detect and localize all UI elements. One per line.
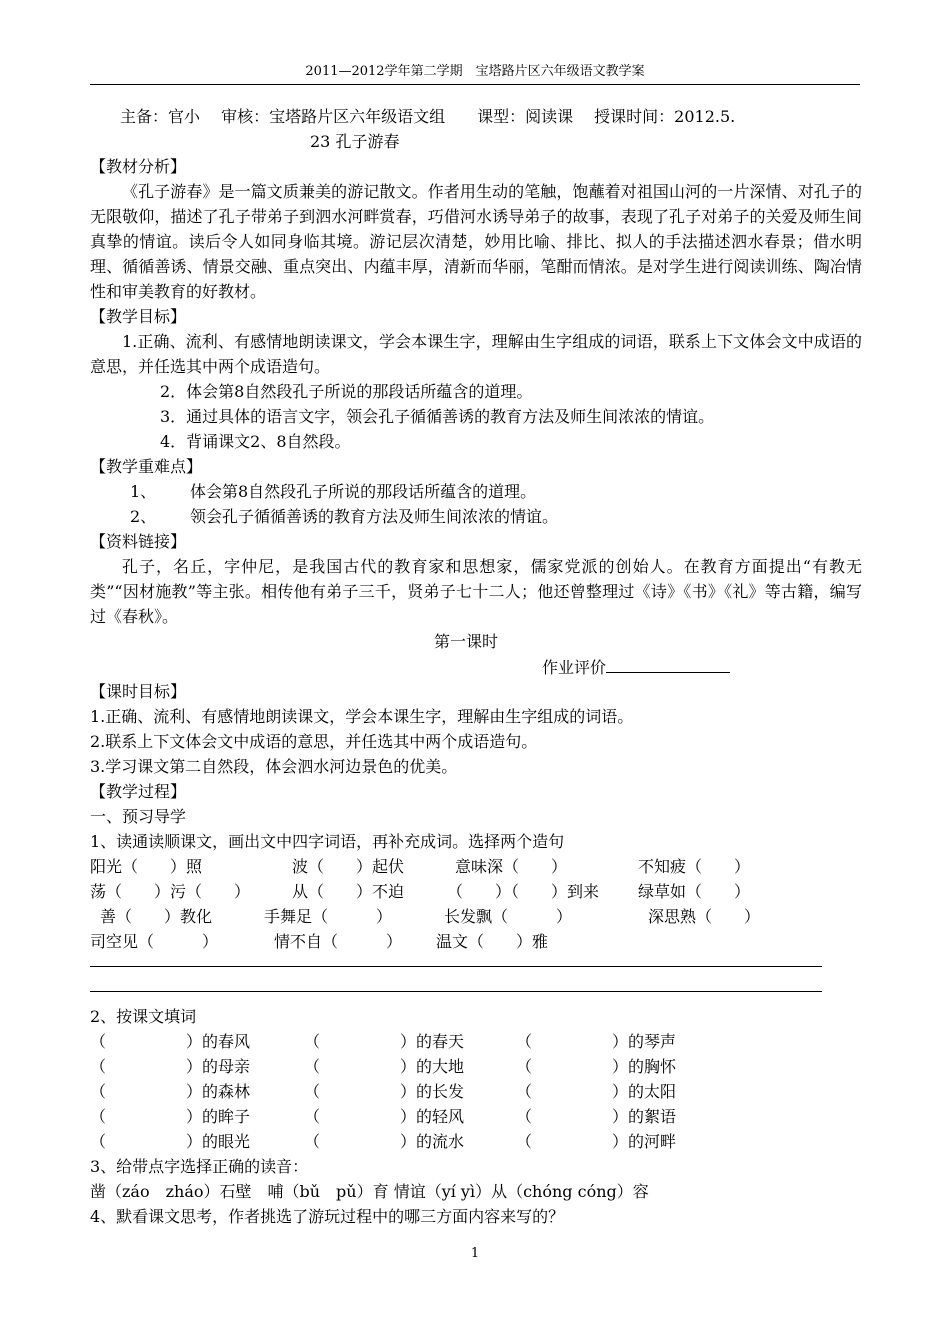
goal-item-3: 3．通过具体的语言文字，领会孔子循循善诱的教育方法及师生间浓浓的情谊。: [160, 407, 715, 426]
fill-item[interactable]: （ ）的胸怀: [516, 1057, 677, 1076]
resources-text: 孔子，名丘，字仲尼，是我国古代的教育家和思想家，儒家党派的创始人。在教育方面提出“有教无类”“因材施教”等主张。相传他有弟子三千，贤弟子七十二人；他还曾整理过《诗》《书》《礼》等古籍，编写过《春秋》。: [90, 557, 862, 626]
idiom-item[interactable]: 司空见（ ）: [90, 932, 219, 951]
lesson-goal-1: 1.正确、流利、有感情地朗读课文，学会本课生字，理解由生字组成的词语。: [90, 707, 634, 726]
fill-row-2: [90, 1054, 862, 1079]
fill-row-4: [90, 1104, 862, 1129]
page-header: 2011—2012学年第二学期 宝塔路片区六年级语文教学案: [305, 64, 645, 79]
idiom-item[interactable]: 从（ ）不迫: [292, 882, 405, 901]
question-4: 4、默看课文思考，作者挑选了游玩过程中的哪三方面内容来写的？: [90, 1207, 565, 1226]
question-1: 1、读通读顺课文，画出文中四字词语，再补充成词。选择两个造句: [90, 832, 565, 851]
fill-item[interactable]: （ ）的太阳: [516, 1082, 677, 1101]
goals-heading: 【教学目标】: [90, 307, 187, 326]
idiom-item[interactable]: 波（ ）起伏: [292, 857, 405, 876]
fill-item[interactable]: （ ）的长发: [304, 1082, 465, 1101]
fill-item[interactable]: （ ）的眸子: [90, 1107, 251, 1126]
idiom-item[interactable]: 温文（ ）雅: [436, 932, 549, 951]
difficulty-item-2-number: 2、: [130, 507, 157, 526]
answer-line-2[interactable]: [90, 979, 822, 992]
answer-line-1[interactable]: [90, 954, 822, 967]
idiom-item[interactable]: 不知疲（ ）: [638, 857, 751, 876]
fill-item[interactable]: （ ）的春天: [304, 1032, 465, 1051]
difficulty-item-1-number: 1、: [130, 482, 157, 501]
lesson-title: 23 孔子游春: [310, 132, 400, 151]
difficulty-item-2: [90, 504, 862, 529]
fill-item[interactable]: （ ）的絮语: [516, 1107, 677, 1126]
difficulty-heading: 【教学重难点】: [90, 457, 203, 476]
question-3-options: 凿（záo zháo）石壁 哺（bǔ pǔ）育 情谊（yí yì）从（chóng cóng）容: [90, 1182, 649, 1201]
idiom-item[interactable]: 意味深（ ）: [455, 857, 568, 876]
fill-item[interactable]: （ ）的森林: [90, 1082, 251, 1101]
analysis-text: 《孔子游春》是一篇文质兼美的游记散文。作者用生动的笔触，饱蘸着对祖国山河的一片深情、对孔子的无限敬仰，描述了孔子带弟子到泗水河畔赏春，巧借河水诱导弟子的故事，表现了孔子对弟子的关爱及师生间真挚的情谊。读后令人如同身临其境。游记层次清楚，妙用比喻、排比、拟人的手法描述泗水春景；借水明理、循循善诱、情景交融、重点突出、内蕴丰厚，清新而华丽，笔酣而情浓。是对学生进行阅读训练、陶冶情性和审美教育的好教材。: [90, 182, 862, 301]
idiom-row-2: [90, 879, 862, 904]
header-rule: [90, 84, 860, 85]
idiom-item[interactable]: 阳光（ ）照: [90, 857, 203, 876]
fill-item[interactable]: （ ）的琴声: [516, 1032, 677, 1051]
idiom-item[interactable]: 手舞足（ ）: [264, 907, 393, 926]
fill-item[interactable]: （ ）的母亲: [90, 1057, 251, 1076]
page-number: 1: [470, 1246, 480, 1261]
lesson-goal-2: 2.联系上下文体会文中成语的意思，并任选其中两个成语造句。: [90, 732, 538, 751]
resources-heading: 【资料链接】: [90, 532, 187, 551]
question-2: 2、按课文填词: [90, 1007, 197, 1026]
difficulty-item-2-text: 领会孔子循循善诱的教育方法及师生间浓浓的情谊。: [190, 507, 559, 526]
goal-item-1: 1.正确、流利、有感情地朗读课文，学会本课生字，理解由生字组成的词语，联系上下文体会文中成语的意思，并任选其中两个成语造句。: [90, 332, 862, 376]
fill-row-1: [90, 1029, 862, 1054]
difficulty-item-1: [90, 479, 862, 504]
process-part-1: 一、预习导学: [90, 807, 187, 826]
document-body: [90, 104, 862, 1229]
fill-item[interactable]: （ ）的春风: [90, 1032, 251, 1051]
idiom-item[interactable]: 绿草如（ ）: [638, 882, 751, 901]
idiom-row-1: [90, 854, 862, 879]
fill-item[interactable]: （ ）的大地: [304, 1057, 465, 1076]
first-lesson-title: 第一课时: [433, 632, 498, 651]
lesson-goals-heading: 【课时目标】: [90, 682, 187, 701]
fill-item[interactable]: （ ）的轻风: [304, 1107, 465, 1126]
difficulty-item-1-text: 体会第8自然段孔子所说的那段话所蕴含的道理。: [190, 482, 537, 501]
lesson-goal-3: 3.学习课文第二自然段，体会泗水河边景色的优美。: [90, 757, 458, 776]
idiom-item[interactable]: 荡（ ）污（ ）: [90, 882, 251, 901]
process-heading: 【教学过程】: [90, 782, 187, 801]
idiom-item[interactable]: 深思熟（ ）: [648, 907, 761, 926]
idiom-row-3: [90, 904, 862, 929]
homework-blank[interactable]: [606, 654, 730, 673]
idiom-item[interactable]: （ ）（ ）到来: [447, 882, 600, 901]
idiom-row-4: [90, 929, 862, 954]
fill-item[interactable]: （ ）的眼光: [90, 1132, 251, 1151]
question-3: 3、给带点字选择正确的读音：: [90, 1157, 309, 1176]
idiom-item[interactable]: 善（ ）教化: [100, 907, 213, 926]
goal-item-2: 2．体会第8自然段孔子所说的那段话所蕴含的道理。: [160, 382, 533, 401]
fill-row-3: [90, 1079, 862, 1104]
idiom-item[interactable]: 长发飘（ ）: [444, 907, 573, 926]
idiom-item[interactable]: 情不自（ ）: [274, 932, 403, 951]
homework-evaluation: [90, 654, 862, 679]
analysis-heading: 【教材分析】: [90, 157, 187, 176]
info-line: 主备：官小 审核：宝塔路片区六年级语文组 课型：阅读课 授课时间：2012.5.: [120, 107, 736, 126]
homework-label: 作业评价: [542, 658, 607, 677]
fill-item[interactable]: （ ）的流水: [304, 1132, 465, 1151]
goal-item-4: 4．背诵课文2、8自然段。: [160, 432, 351, 451]
fill-item[interactable]: （ ）的河畔: [516, 1132, 677, 1151]
fill-row-5: [90, 1129, 862, 1154]
